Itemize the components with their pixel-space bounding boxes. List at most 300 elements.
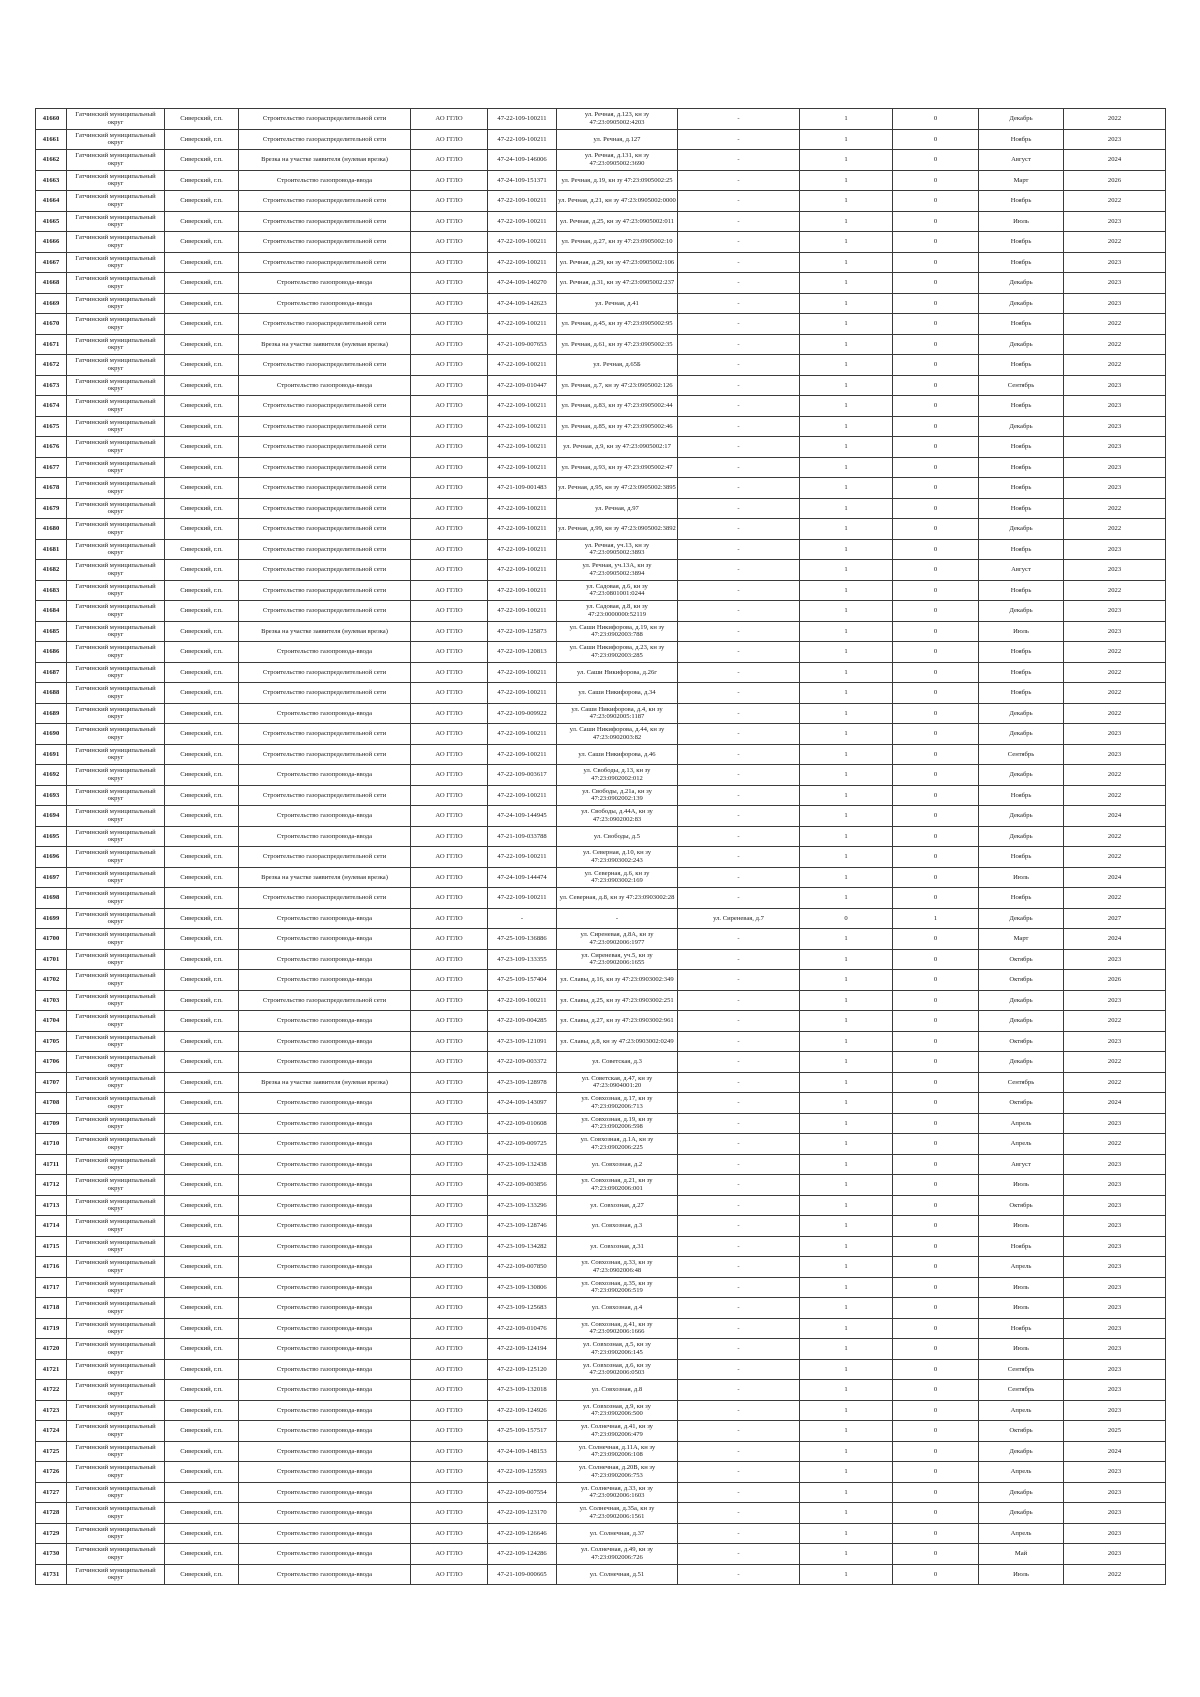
cell-application-number: 47-22-109-100211	[488, 232, 557, 253]
cell-year: 2022	[1064, 1564, 1166, 1585]
cell-application-number: 47-22-109-125873	[488, 621, 557, 642]
table-row	[36, 1277, 1166, 1298]
cell-alt-address: -	[678, 1072, 800, 1093]
cell-district: Гатчинский муниципальный округ	[67, 1503, 165, 1524]
cell-operator: АО ГГЛО	[411, 232, 488, 253]
cell-district: Гатчинский муниципальный округ	[67, 170, 165, 191]
cell-settlement: Сиверский, г.п.	[165, 191, 239, 212]
cell-row-id: 41723	[36, 1400, 67, 1421]
cell-address: ул. Речная, д.127	[557, 129, 678, 150]
cell-row-id: 41710	[36, 1134, 67, 1155]
cell-district: Гатчинский муниципальный округ	[67, 1339, 165, 1360]
cell-operator: АО ГГЛО	[411, 1503, 488, 1524]
cell-row-id: 41705	[36, 1031, 67, 1052]
cell-work-type: Строительство газораспределительной сети	[239, 724, 411, 745]
table-row	[36, 232, 1166, 253]
cell-work-type: Строительство газопровода-ввода	[239, 1257, 411, 1278]
cell-operator: АО ГГЛО	[411, 560, 488, 581]
cell-alt-address: -	[678, 1052, 800, 1073]
cell-month: Ноябрь	[979, 642, 1064, 663]
cell-settlement: Сиверский, г.п.	[165, 765, 239, 786]
cell-month: Октябрь	[979, 1421, 1064, 1442]
cell-row-id: 41699	[36, 908, 67, 929]
cell-application-number: 47-22-109-010608	[488, 1113, 557, 1134]
cell-count-b: 0	[893, 232, 979, 253]
table-row	[36, 1031, 1166, 1052]
cell-work-type: Строительство газораспределительной сети	[239, 744, 411, 765]
cell-operator: АО ГГЛО	[411, 211, 488, 232]
cell-address: ул. Свободы, д.13, кн зу 47:23:0902002:012	[557, 765, 678, 786]
cell-month: Ноябрь	[979, 396, 1064, 417]
cell-operator: АО ГГЛО	[411, 1564, 488, 1585]
cell-count-a: 1	[800, 170, 893, 191]
cell-count-a: 1	[800, 785, 893, 806]
cell-district: Гатчинский муниципальный округ	[67, 1564, 165, 1585]
cell-address: ул. Славы, д.16, кн зу 47:23:0903002:349	[557, 970, 678, 991]
cell-row-id: 41718	[36, 1298, 67, 1319]
cell-application-number: 47-22-109-100211	[488, 355, 557, 376]
cell-district: Гатчинский муниципальный округ	[67, 211, 165, 232]
cell-year: 2022	[1064, 191, 1166, 212]
cell-count-b: 0	[893, 867, 979, 888]
cell-count-b: 0	[893, 642, 979, 663]
cell-alt-address: -	[678, 1298, 800, 1319]
cell-application-number: 47-22-109-100211	[488, 724, 557, 745]
cell-count-a: 1	[800, 826, 893, 847]
cell-address: ул. Речная, д.19, кн зу 47:23:0905002:25	[557, 170, 678, 191]
cell-month: Май	[979, 1544, 1064, 1565]
cell-row-id: 41683	[36, 580, 67, 601]
cell-year: 2023	[1064, 724, 1166, 745]
cell-count-b: 0	[893, 1154, 979, 1175]
cell-address: ул. Саши Никифорова, д.4, кн зу 47:23:0902005:1187	[557, 703, 678, 724]
cell-address: ул. Славы, д.27, кн зу 47:23:0903002:961	[557, 1011, 678, 1032]
cell-year: 2023	[1064, 293, 1166, 314]
cell-month: Декабрь	[979, 908, 1064, 929]
cell-count-a: 1	[800, 539, 893, 560]
cell-count-b: 0	[893, 1359, 979, 1380]
cell-operator: АО ГГЛО	[411, 150, 488, 171]
cell-settlement: Сиверский, г.п.	[165, 1544, 239, 1565]
cell-work-type: Врезка на участке заявителя (нулевая врезка)	[239, 1072, 411, 1093]
cell-settlement: Сиверский, г.п.	[165, 293, 239, 314]
cell-month: Апрель	[979, 1257, 1064, 1278]
cell-work-type: Строительство газопровода-ввода	[239, 293, 411, 314]
cell-year: 2023	[1064, 1523, 1166, 1544]
cell-row-id: 41670	[36, 314, 67, 335]
cell-year: 2023	[1064, 211, 1166, 232]
cell-address: ул. Речная, д.41	[557, 293, 678, 314]
cell-alt-address: -	[678, 929, 800, 950]
cell-settlement: Сиверский, г.п.	[165, 1441, 239, 1462]
cell-alt-address: -	[678, 1154, 800, 1175]
cell-operator: АО ГГЛО	[411, 539, 488, 560]
cell-application-number: 47-22-109-100211	[488, 109, 557, 130]
cell-operator: АО ГГЛО	[411, 765, 488, 786]
cell-settlement: Сиверский, г.п.	[165, 990, 239, 1011]
cell-count-b: 0	[893, 293, 979, 314]
cell-month: Декабрь	[979, 519, 1064, 540]
cell-operator: АО ГГЛО	[411, 478, 488, 499]
cell-count-b: 0	[893, 314, 979, 335]
cell-settlement: Сиверский, г.п.	[165, 1462, 239, 1483]
cell-district: Гатчинский муниципальный округ	[67, 355, 165, 376]
cell-alt-address: -	[678, 1564, 800, 1585]
cell-settlement: Сиверский, г.п.	[165, 847, 239, 868]
cell-address: ул. Советская, д.47, кн зу 47:23:0904001:20	[557, 1072, 678, 1093]
cell-year: 2023	[1064, 1257, 1166, 1278]
cell-work-type: Строительство газопровода-ввода	[239, 1175, 411, 1196]
cell-work-type: Строительство газопровода-ввода	[239, 970, 411, 991]
cell-address: ул. Совхозная, д.6, кн зу 47:23:0902006:0503	[557, 1359, 678, 1380]
cell-count-b: 0	[893, 601, 979, 622]
cell-alt-address: -	[678, 1482, 800, 1503]
cell-year: 2022	[1064, 1134, 1166, 1155]
cell-count-a: 1	[800, 1277, 893, 1298]
cell-district: Гатчинский муниципальный округ	[67, 867, 165, 888]
cell-application-number: 47-21-109-007653	[488, 334, 557, 355]
cell-year: 2022	[1064, 109, 1166, 130]
cell-month: Октябрь	[979, 949, 1064, 970]
cell-application-number: 47-22-109-010476	[488, 1318, 557, 1339]
cell-month: Октябрь	[979, 970, 1064, 991]
cell-year: 2023	[1064, 1175, 1166, 1196]
cell-month: Ноябрь	[979, 478, 1064, 499]
cell-work-type: Строительство газораспределительной сети	[239, 498, 411, 519]
table-row	[36, 1523, 1166, 1544]
cell-month: Ноябрь	[979, 662, 1064, 683]
cell-month: Декабрь	[979, 826, 1064, 847]
cell-alt-address: -	[678, 1216, 800, 1237]
cell-operator: АО ГГЛО	[411, 1400, 488, 1421]
table-row	[36, 314, 1166, 335]
cell-work-type: Строительство газораспределительной сети	[239, 314, 411, 335]
cell-row-id: 41700	[36, 929, 67, 950]
cell-row-id: 41701	[36, 949, 67, 970]
cell-work-type: Строительство газопровода-ввода	[239, 642, 411, 663]
cell-count-a: 1	[800, 806, 893, 827]
cell-application-number: 47-23-109-125683	[488, 1298, 557, 1319]
table-row	[36, 170, 1166, 191]
cell-row-id: 41685	[36, 621, 67, 642]
cell-row-id: 41671	[36, 334, 67, 355]
cell-application-number: 47-25-109-157404	[488, 970, 557, 991]
cell-year: 2022	[1064, 232, 1166, 253]
cell-address: ул. Солнечная, д.11А, кн зу 47:23:0902006:108	[557, 1441, 678, 1462]
table-row	[36, 1175, 1166, 1196]
table-row	[36, 1052, 1166, 1073]
cell-district: Гатчинский муниципальный округ	[67, 1031, 165, 1052]
cell-month: Июль	[979, 1175, 1064, 1196]
cell-count-b: 0	[893, 457, 979, 478]
cell-work-type: Строительство газопровода-ввода	[239, 765, 411, 786]
cell-row-id: 41677	[36, 457, 67, 478]
cell-work-type: Строительство газопровода-ввода	[239, 826, 411, 847]
cell-alt-address: -	[678, 150, 800, 171]
cell-operator: АО ГГЛО	[411, 1482, 488, 1503]
cell-month: Декабрь	[979, 601, 1064, 622]
cell-count-a: 1	[800, 1380, 893, 1401]
cell-row-id: 41712	[36, 1175, 67, 1196]
cell-row-id: 41667	[36, 252, 67, 273]
cell-count-a: 1	[800, 1072, 893, 1093]
cell-settlement: Сиверский, г.п.	[165, 1113, 239, 1134]
cell-operator: АО ГГЛО	[411, 375, 488, 396]
cell-month: Ноябрь	[979, 498, 1064, 519]
cell-row-id: 41707	[36, 1072, 67, 1093]
cell-operator: АО ГГЛО	[411, 1462, 488, 1483]
table-row	[36, 1359, 1166, 1380]
cell-year: 2023	[1064, 273, 1166, 294]
cell-district: Гатчинский муниципальный округ	[67, 1072, 165, 1093]
cell-work-type: Строительство газораспределительной сети	[239, 396, 411, 417]
cell-month: Декабрь	[979, 703, 1064, 724]
cell-alt-address: -	[678, 1339, 800, 1360]
cell-alt-address: -	[678, 1277, 800, 1298]
cell-address: ул. Совхозная, д.4	[557, 1298, 678, 1319]
cell-count-b: 0	[893, 273, 979, 294]
cell-count-a: 1	[800, 1052, 893, 1073]
cell-operator: АО ГГЛО	[411, 683, 488, 704]
table-row	[36, 293, 1166, 314]
cell-count-a: 1	[800, 150, 893, 171]
cell-row-id: 41708	[36, 1093, 67, 1114]
cell-year: 2022	[1064, 1052, 1166, 1073]
cell-count-a: 1	[800, 1195, 893, 1216]
cell-count-a: 1	[800, 560, 893, 581]
cell-operator: АО ГГЛО	[411, 949, 488, 970]
cell-alt-address: -	[678, 1257, 800, 1278]
cell-application-number: 47-23-109-128746	[488, 1216, 557, 1237]
cell-district: Гатчинский муниципальный округ	[67, 1400, 165, 1421]
cell-year: 2023	[1064, 1298, 1166, 1319]
cell-application-number: 47-22-109-100211	[488, 129, 557, 150]
cell-work-type: Строительство газораспределительной сети	[239, 232, 411, 253]
cell-year: 2024	[1064, 1441, 1166, 1462]
cell-month: Октябрь	[979, 1195, 1064, 1216]
cell-count-b: 0	[893, 1421, 979, 1442]
cell-settlement: Сиверский, г.п.	[165, 929, 239, 950]
cell-month: Март	[979, 929, 1064, 950]
cell-count-a: 1	[800, 1031, 893, 1052]
cell-alt-address: -	[678, 273, 800, 294]
cell-operator: АО ГГЛО	[411, 334, 488, 355]
cell-operator: АО ГГЛО	[411, 1421, 488, 1442]
cell-application-number: 47-22-109-124194	[488, 1339, 557, 1360]
cell-row-id: 41691	[36, 744, 67, 765]
cell-month: Ноябрь	[979, 314, 1064, 335]
cell-month: Октябрь	[979, 1093, 1064, 1114]
cell-application-number: 47-23-109-132438	[488, 1154, 557, 1175]
cell-district: Гатчинский муниципальный округ	[67, 1421, 165, 1442]
cell-settlement: Сиверский, г.п.	[165, 703, 239, 724]
cell-operator: АО ГГЛО	[411, 457, 488, 478]
cell-application-number: 47-22-109-003856	[488, 1175, 557, 1196]
cell-year: 2023	[1064, 1195, 1166, 1216]
cell-application-number: 47-22-109-100211	[488, 560, 557, 581]
cell-settlement: Сиверский, г.п.	[165, 888, 239, 909]
cell-count-a: 1	[800, 847, 893, 868]
cell-count-a: 1	[800, 498, 893, 519]
cell-district: Гатчинский муниципальный округ	[67, 150, 165, 171]
cell-count-b: 0	[893, 1236, 979, 1257]
table-row	[36, 785, 1166, 806]
cell-settlement: Сиверский, г.п.	[165, 1011, 239, 1032]
cell-operator: АО ГГЛО	[411, 867, 488, 888]
table-row	[36, 1072, 1166, 1093]
cell-year: 2023	[1064, 621, 1166, 642]
cell-work-type: Строительство газопровода-ввода	[239, 1195, 411, 1216]
cell-district: Гатчинский муниципальный округ	[67, 662, 165, 683]
cell-month: Март	[979, 170, 1064, 191]
cell-count-b: 0	[893, 396, 979, 417]
table-row	[36, 252, 1166, 273]
cell-district: Гатчинский муниципальный округ	[67, 949, 165, 970]
cell-alt-address: -	[678, 1523, 800, 1544]
cell-alt-address: -	[678, 334, 800, 355]
cell-row-id: 41668	[36, 273, 67, 294]
cell-operator: АО ГГЛО	[411, 109, 488, 130]
cell-settlement: Сиверский, г.п.	[165, 1134, 239, 1155]
cell-address: ул. Садовая, д.6, кн зу 47:23:0801001:0244	[557, 580, 678, 601]
cell-settlement: Сиверский, г.п.	[165, 1318, 239, 1339]
table-row	[36, 416, 1166, 437]
cell-count-a: 1	[800, 1318, 893, 1339]
cell-year: 2026	[1064, 970, 1166, 991]
cell-count-b: 0	[893, 1400, 979, 1421]
cell-row-id: 41715	[36, 1236, 67, 1257]
table-row	[36, 970, 1166, 991]
cell-work-type: Врезка на участке заявителя (нулевая врезка)	[239, 334, 411, 355]
table-row	[36, 560, 1166, 581]
cell-alt-address: -	[678, 744, 800, 765]
table-row	[36, 334, 1166, 355]
cell-count-a: 1	[800, 744, 893, 765]
cell-row-id: 41672	[36, 355, 67, 376]
cell-work-type: Строительство газопровода-ввода	[239, 949, 411, 970]
table-row	[36, 1236, 1166, 1257]
cell-work-type: Строительство газораспределительной сети	[239, 355, 411, 376]
cell-month: Декабрь	[979, 724, 1064, 745]
cell-work-type: Строительство газопровода-ввода	[239, 929, 411, 950]
cell-operator: АО ГГЛО	[411, 1093, 488, 1114]
cell-application-number: 47-23-109-134282	[488, 1236, 557, 1257]
cell-application-number: 47-23-109-133296	[488, 1195, 557, 1216]
cell-operator: АО ГГЛО	[411, 970, 488, 991]
cell-year: 2023	[1064, 1154, 1166, 1175]
cell-month: Декабрь	[979, 293, 1064, 314]
cell-alt-address: -	[678, 1134, 800, 1155]
cell-alt-address: -	[678, 191, 800, 212]
cell-count-a: 1	[800, 232, 893, 253]
cell-application-number: 47-22-109-100211	[488, 744, 557, 765]
table-row	[36, 1441, 1166, 1462]
cell-address: ул. Солнечная, д.33, кн зу 47:23:0902006:1603	[557, 1482, 678, 1503]
cell-alt-address: -	[678, 1380, 800, 1401]
cell-work-type: Строительство газораспределительной сети	[239, 129, 411, 150]
cell-work-type: Строительство газопровода-ввода	[239, 1011, 411, 1032]
cell-row-id: 41664	[36, 191, 67, 212]
cell-count-a: 1	[800, 1523, 893, 1544]
cell-district: Гатчинский муниципальный округ	[67, 314, 165, 335]
cell-month: Декабрь	[979, 273, 1064, 294]
cell-address: ул. Речная, д.83, кн зу 47:23:0905002:44	[557, 396, 678, 417]
cell-alt-address: -	[678, 396, 800, 417]
cell-address: ул. Совхозная, д.2	[557, 1154, 678, 1175]
cell-row-id: 41660	[36, 109, 67, 130]
cell-count-b: 0	[893, 1318, 979, 1339]
cell-settlement: Сиверский, г.п.	[165, 1503, 239, 1524]
cell-count-b: 0	[893, 929, 979, 950]
cell-count-a: 1	[800, 1134, 893, 1155]
table-row	[36, 437, 1166, 458]
cell-application-number: 47-22-109-100211	[488, 314, 557, 335]
cell-month: Ноябрь	[979, 847, 1064, 868]
table-row	[36, 1257, 1166, 1278]
cell-work-type: Строительство газораспределительной сети	[239, 560, 411, 581]
cell-year: 2022	[1064, 683, 1166, 704]
cell-settlement: Сиверский, г.п.	[165, 1564, 239, 1585]
cell-address: ул. Северная, д.10, кн зу 47:23:0903002:243	[557, 847, 678, 868]
cell-work-type: Строительство газопровода-ввода	[239, 806, 411, 827]
cell-count-a: 1	[800, 601, 893, 622]
cell-year: 2023	[1064, 1359, 1166, 1380]
cell-operator: АО ГГЛО	[411, 826, 488, 847]
cell-address: ул. Речная, д.7, кн зу 47:23:0905002:126	[557, 375, 678, 396]
cell-settlement: Сиверский, г.п.	[165, 1380, 239, 1401]
cell-application-number: 47-23-109-133355	[488, 949, 557, 970]
cell-count-a: 0	[800, 908, 893, 929]
table-row	[36, 1011, 1166, 1032]
cell-settlement: Сиверский, г.п.	[165, 1277, 239, 1298]
cell-work-type: Строительство газораспределительной сети	[239, 191, 411, 212]
cell-year: 2027	[1064, 908, 1166, 929]
cell-count-a: 1	[800, 642, 893, 663]
cell-settlement: Сиверский, г.п.	[165, 478, 239, 499]
cell-month: Ноябрь	[979, 232, 1064, 253]
cell-count-a: 1	[800, 1359, 893, 1380]
cell-address: ул. Солнечная, д.37	[557, 1523, 678, 1544]
cell-application-number: 47-25-109-157517	[488, 1421, 557, 1442]
cell-count-b: 0	[893, 437, 979, 458]
table-row	[36, 929, 1166, 950]
cell-alt-address: -	[678, 1400, 800, 1421]
cell-application-number: 47-22-109-100211	[488, 990, 557, 1011]
cell-application-number: 47-22-109-100211	[488, 457, 557, 478]
cell-district: Гатчинский муниципальный округ	[67, 580, 165, 601]
cell-application-number: 47-23-109-121091	[488, 1031, 557, 1052]
cell-address: ул. Совхозная, д.35, кн зу 47:23:0902006:519	[557, 1277, 678, 1298]
cell-settlement: Сиверский, г.п.	[165, 580, 239, 601]
cell-count-b: 0	[893, 990, 979, 1011]
cell-alt-address: -	[678, 293, 800, 314]
cell-year: 2022	[1064, 847, 1166, 868]
cell-alt-address: -	[678, 314, 800, 335]
cell-row-id: 41703	[36, 990, 67, 1011]
cell-count-b: 0	[893, 211, 979, 232]
cell-year: 2023	[1064, 949, 1166, 970]
cell-alt-address: -	[678, 847, 800, 868]
cell-year: 2022	[1064, 314, 1166, 335]
cell-application-number: 47-24-109-142623	[488, 293, 557, 314]
cell-row-id: 41673	[36, 375, 67, 396]
cell-district: Гатчинский муниципальный округ	[67, 908, 165, 929]
cell-settlement: Сиверский, г.п.	[165, 1298, 239, 1319]
cell-row-id: 41719	[36, 1318, 67, 1339]
cell-alt-address: -	[678, 1236, 800, 1257]
cell-work-type: Строительство газораспределительной сети	[239, 601, 411, 622]
table-row	[36, 642, 1166, 663]
